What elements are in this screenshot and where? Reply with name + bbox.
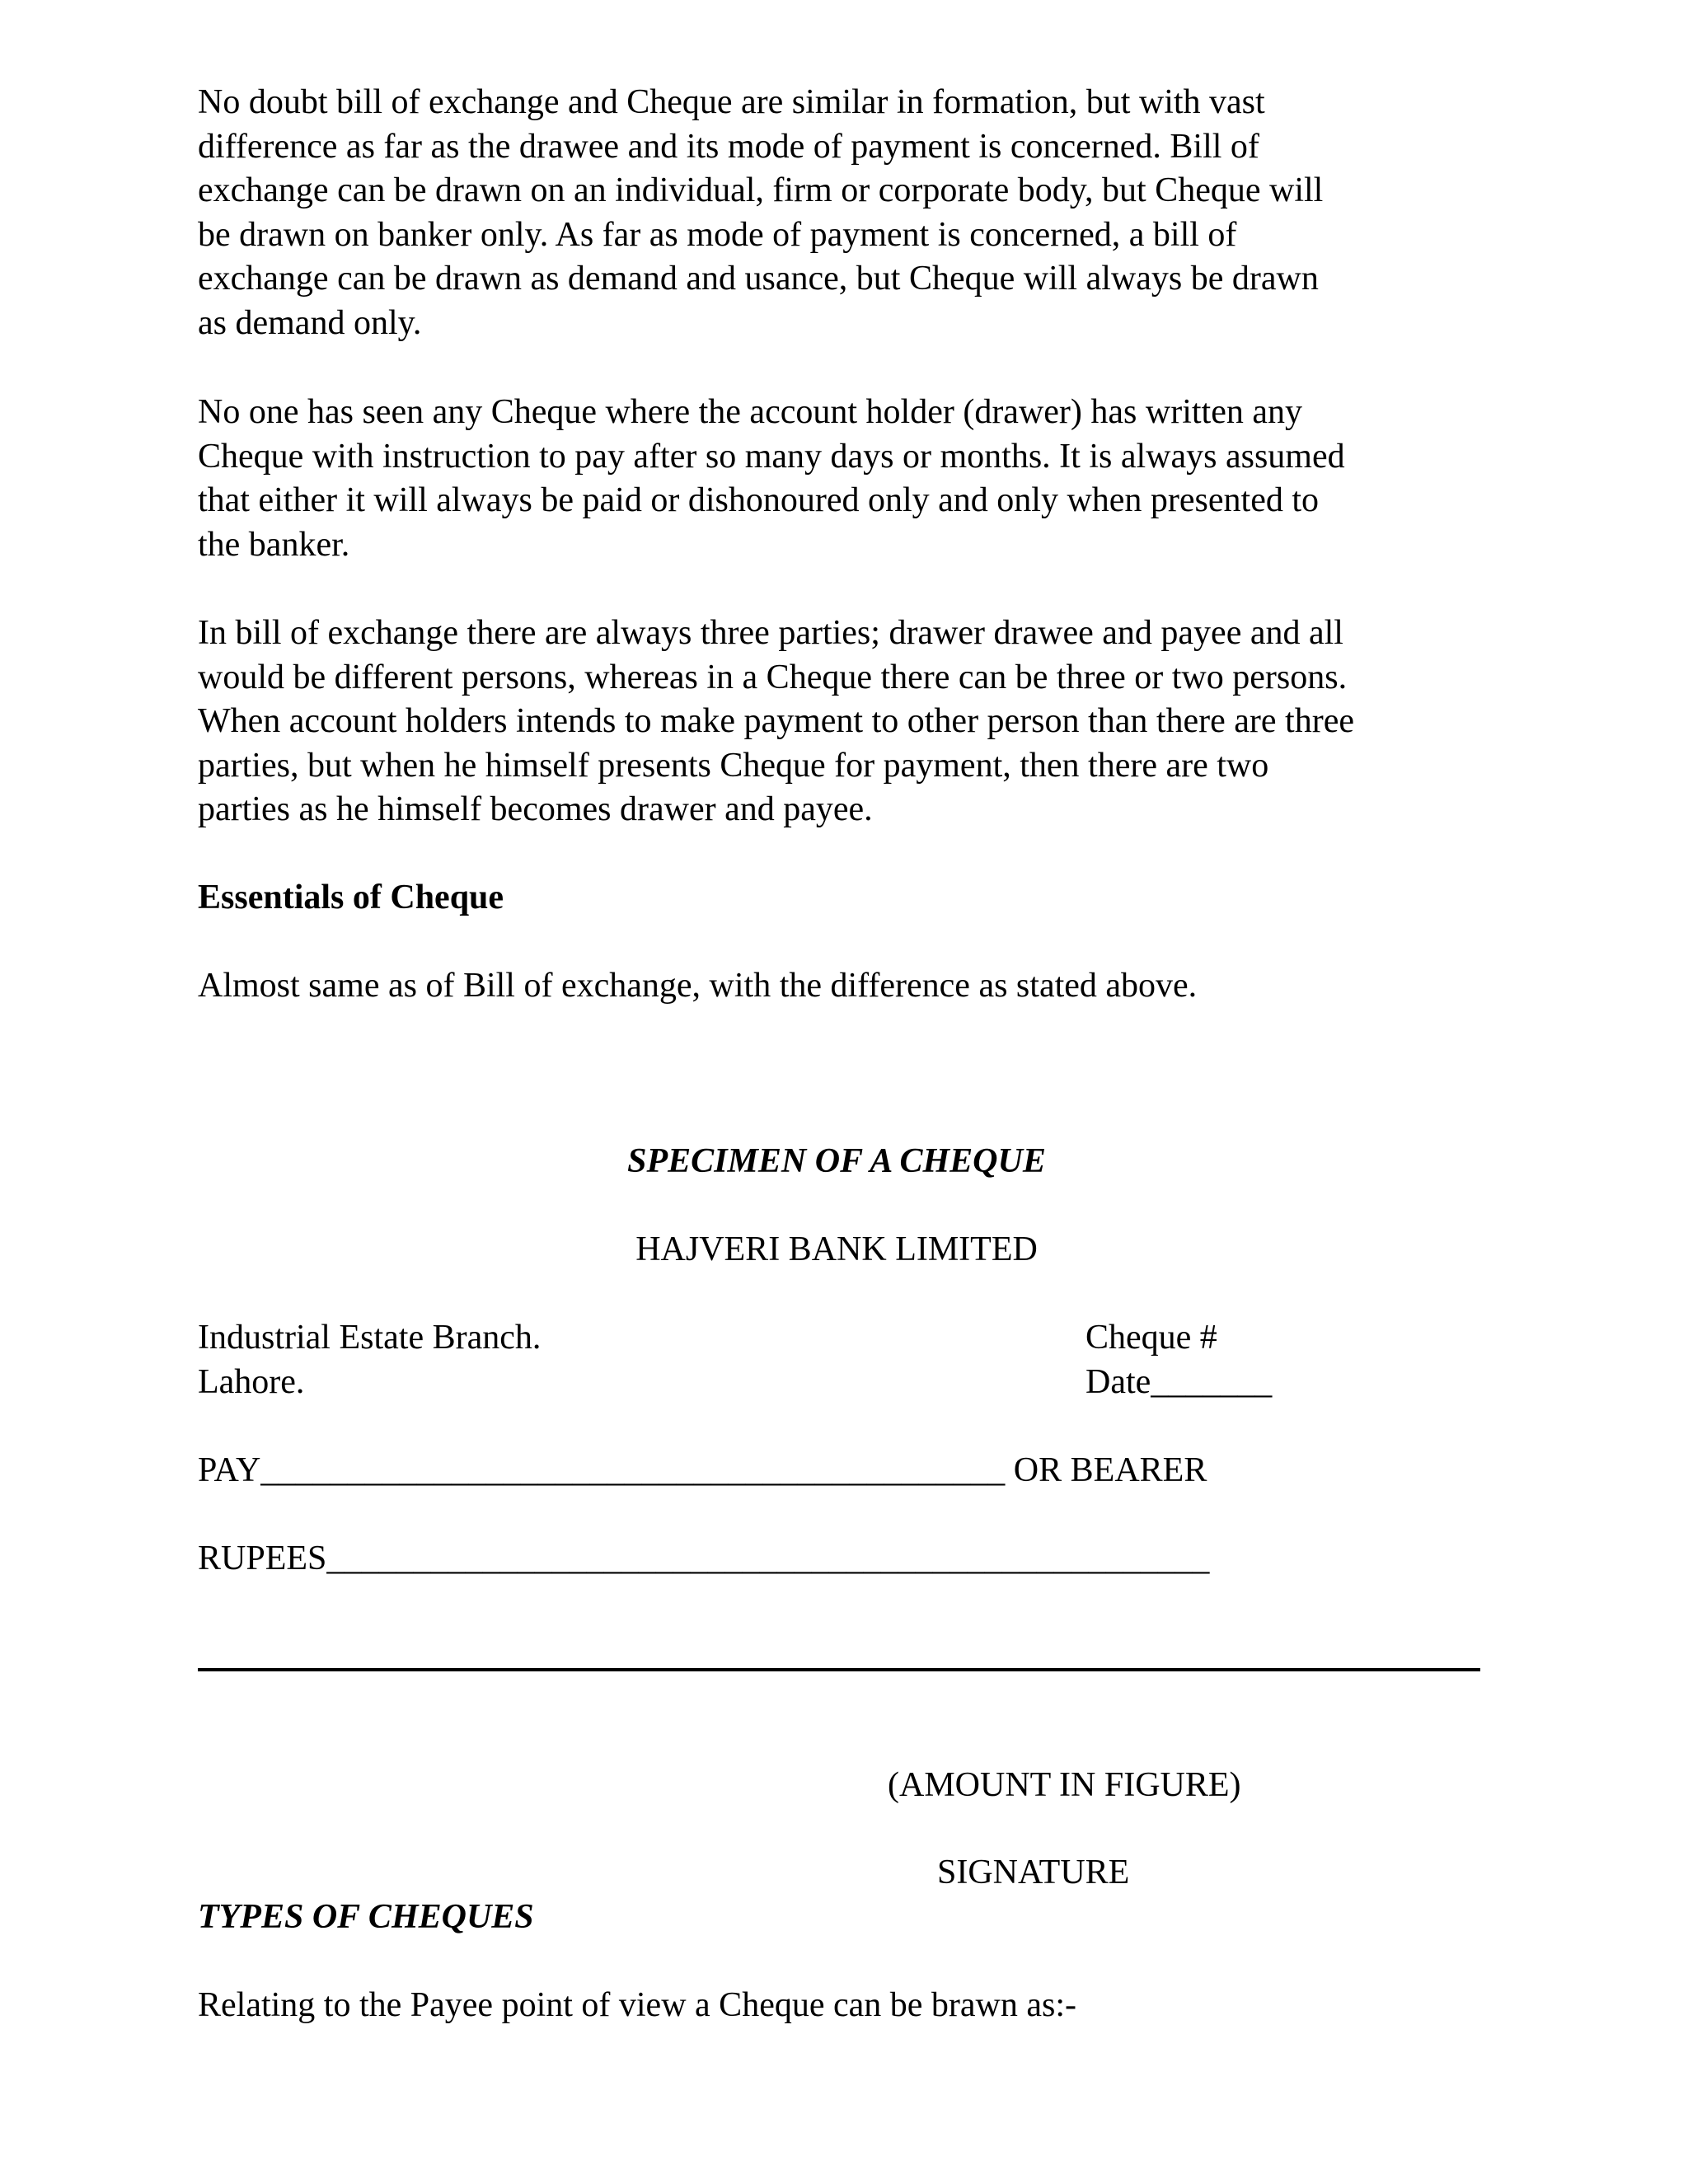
bank-name: HAJVERI BANK LIMITED [635,1230,1038,1268]
paragraph-bill-vs-cheque [198,81,1500,345]
rupees-line: RUPEES___________________________________________________ [198,1540,1210,1577]
amount-rule-divider [198,1668,1480,1671]
text-line: that either it will always be paid or dishonoured only and only when presented to [198,481,1320,519]
text-line: exchange can be drawn as demand and usance, but Cheque will always be drawn [198,260,1319,298]
types-intro-text: Relating to the Payee point of view a Cheque can be brawn as:- [198,1986,1076,2024]
cheque-details [1085,1316,1272,1404]
specimen-title: SPECIMEN OF A CHEQUE [627,1142,1046,1180]
text-line: In bill of exchange there are always three parties; drawer drawee and payee and all [198,614,1343,652]
date-field-label: Date_______ [1085,1362,1273,1401]
text-line: No doubt bill of exchange and Cheque are similar in formation, but with vast [198,83,1265,121]
text-line: would be different persons, whereas in a Cheque there can be three or two persons. [198,658,1348,696]
text-line: Cheque with instruction to pay after so many days or months. It is always assumed [198,437,1345,476]
text-line: parties, but when he himself presents Cheque for payment, then there are two [198,746,1269,785]
text-line: as demand only. [198,303,422,342]
text-line: the banker. [198,525,350,564]
signature-label: SIGNATURE [937,1854,1130,1891]
text-line: be drawn on banker only. As far as mode of payment is concerned, a bill of [198,215,1237,254]
section-heading-types: TYPES OF CHEQUES [198,1898,534,1936]
text-line: difference as far as the drawee and its mode of payment is concerned. Bill of [198,127,1259,166]
pay-line: PAY___________________________________________ OR BEARER [198,1451,1207,1489]
text-line: parties as he himself becomes drawer and payee. [198,790,873,828]
cheque-number-label: Cheque # [1085,1319,1217,1357]
paragraph-parties [198,612,1500,832]
branch-address [198,1316,541,1404]
text-line: When account holders intends to make payment to other person than there are three [198,702,1354,740]
branch-name: Industrial Estate Branch. [198,1319,542,1357]
paragraph-payment-instruction [198,391,1500,567]
amount-in-figure-label: (AMOUNT IN FIGURE) [888,1766,1241,1804]
branch-city: Lahore. [198,1362,305,1401]
text-line: exchange can be drawn on an individual, firm or corporate body, but Cheque will [198,171,1324,209]
text-line: No one has seen any Cheque where the account holder (drawer) has written any [198,393,1302,431]
section-heading-essentials: Essentials of Cheque [198,879,504,916]
essentials-text: Almost same as of Bill of exchange, with the difference as stated above. [198,967,1198,1005]
